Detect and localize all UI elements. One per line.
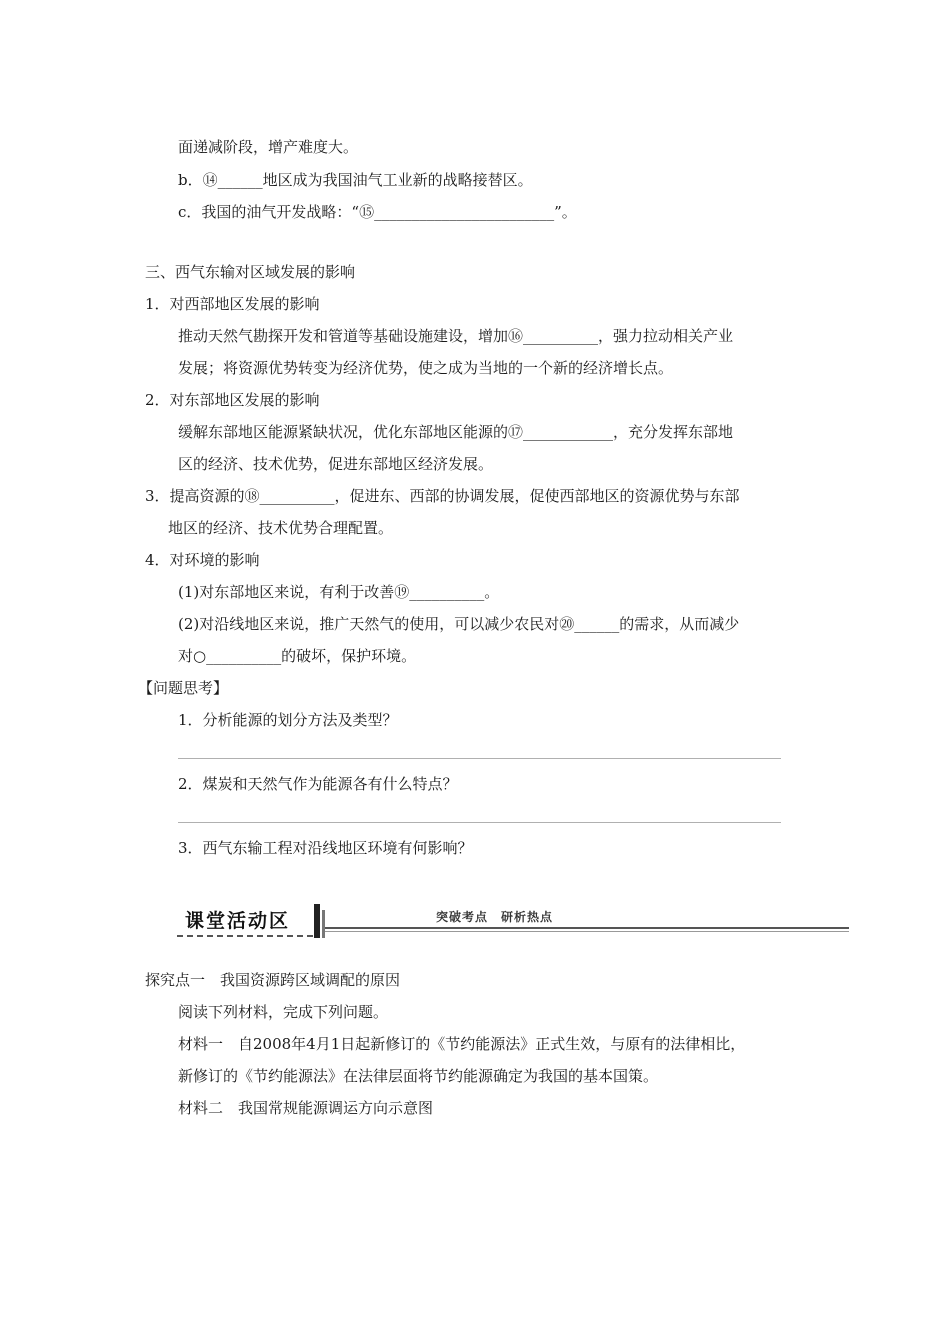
text-line: 缓解东部地区能源紧缺状况，优化东部地区能源的⑰____________，充分发挥东部地 [178,423,734,441]
question: 2．煤炭和天然气作为能源各有什么特点？ [178,775,458,793]
subheading: 4．对环境的影响 [145,551,260,569]
banner-subtitle: 突破考点 研析热点 [436,910,554,924]
text-line: (2)对沿线地区来说，推广天然气的使用，可以减少农民对⑳______的需求，从而减少 [178,615,740,633]
banner-title: 课堂活动区 [185,910,291,932]
text-line: 推动天然气勘探开发和管道等基础设施建设，增加⑯__________，强力拉动相关产业 [178,327,734,345]
text-line: 材料二 我国常规能源调运方向示意图 [178,1099,434,1117]
subheading: 2．对东部地区发展的影响 [145,391,320,409]
text-line: c．我国的油气开发战略：“⑮________________________”。 [178,203,577,221]
banner-rule-thin [325,931,849,932]
section-banner [173,902,849,942]
answer-line [178,758,781,759]
text-line: b．⑭______地区成为我国油气工业新的战略接替区。 [178,171,533,189]
question: 1．分析能源的划分方法及类型？ [178,711,398,729]
text-line: 发展；将资源优势转变为经济优势，使之成为当地的一个新的经济增长点。 [178,359,674,377]
answer-line [178,822,781,823]
question-heading: 【问题思考】 [138,679,229,697]
text-line: (1)对东部地区来说，有利于改善⑲__________。 [178,583,500,601]
banner-rule [325,927,849,929]
section-heading: 三、西气东输对区域发展的影响 [145,263,356,281]
text-line: 材料一 自2008年4月1日起新修订的《节约能源法》正式生效，与原有的法律相比， [178,1035,746,1053]
text-line: 阅读下列材料，完成下列问题。 [178,1003,389,1021]
text-line: 面递减阶段，增产难度大。 [178,138,359,156]
text-line: 地区的经济、技术优势合理配置。 [168,519,394,537]
banner-dash-divider [177,935,313,937]
banner-bar [314,904,320,938]
subheading: 1．对西部地区发展的影响 [145,295,320,313]
inquiry-heading: 探究点一 我国资源跨区域调配的原因 [145,971,401,989]
text-line: 新修订的《节约能源法》在法律层面将节约能源确定为我国的基本国策。 [178,1067,659,1085]
text-line: 对○__________的破坏，保护环境。 [178,647,417,665]
subheading: 3．提高资源的⑱__________，促进东、西部的协调发展，促使西部地区的资源优势与东部 [145,487,740,505]
question: 3．西气东输工程对沿线地区环境有何影响？ [178,839,473,857]
text-line: 区的经济、技术优势，促进东部地区经济发展。 [178,455,494,473]
banner-bar-shadow [322,910,325,938]
